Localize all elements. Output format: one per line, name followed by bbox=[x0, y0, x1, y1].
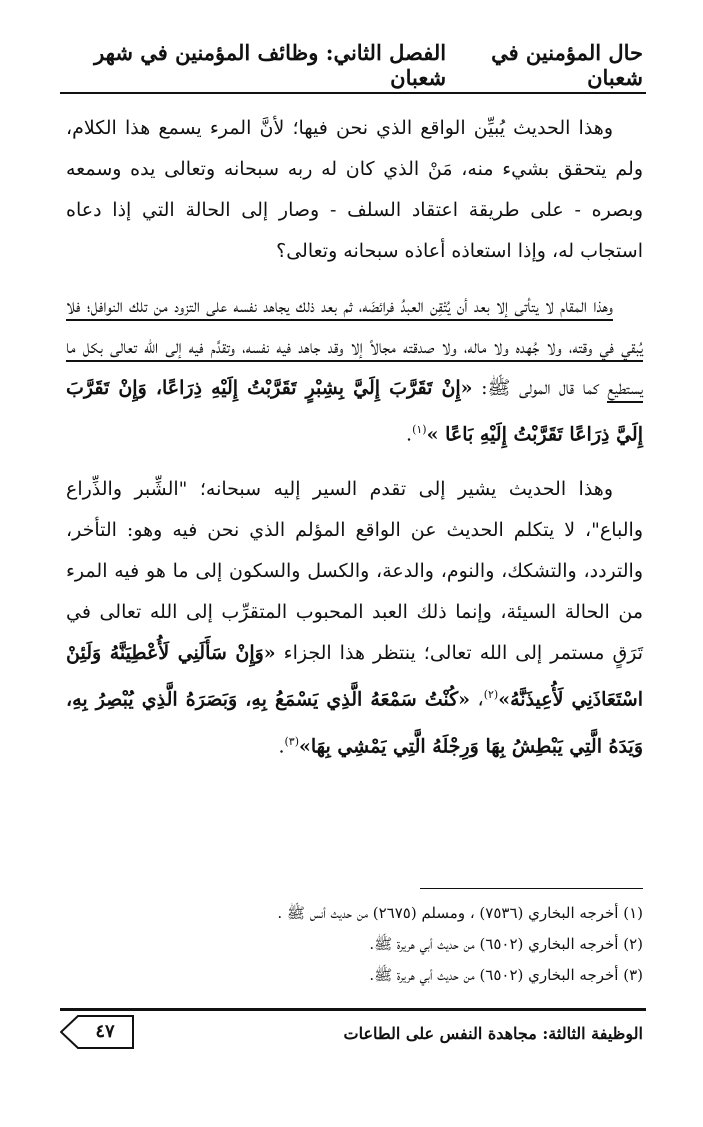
footnote-ref-3[interactable]: (٣) bbox=[284, 734, 300, 748]
footnote-rule bbox=[420, 888, 643, 889]
footnote-ref-1[interactable]: (١) bbox=[412, 423, 427, 436]
hadith-quote-2: «وَإِنْ سَأَلَنِي لَأُعْطِيَنَّهُ وَلَئِنْ اسْتَعَاذَنِي لَأُعِيذَنَّهُ» bbox=[66, 642, 643, 711]
paragraph-1: وهذا الحديث يُبيِّن الواقع الذي نحن فيها؛ لأنَّ المرء يسمع هذا الكلام، ولم يتحقق بشيء منه، مَنْ الذي كان له ربه سبحانه وتعالى يده وسمعه وبصره - على طريقة اعتقاد السلف - وصار إلى الحالة التي إذا دعاه استجاب له، وإذا استعاذه أعاذه سبحانه وتعالى؟ bbox=[66, 117, 643, 262]
footnote-1: (١) أخرجه البخاري (٧٥٣٦) ، ومسلم (٢٦٧٥) من حديث أنس ﷺ . bbox=[277, 904, 643, 922]
body-text bbox=[66, 108, 643, 781]
paragraph-2-continuation: كما قال المولى ﷺ: bbox=[481, 377, 608, 399]
header-book-title: حال المؤمنين في شعبان bbox=[491, 40, 643, 90]
footer-section-title: الوظيفة الثالثة: مجاهدة النفس على الطاعات bbox=[343, 1024, 643, 1043]
footnotes bbox=[66, 898, 643, 991]
running-header bbox=[66, 40, 643, 90]
footer-rule bbox=[60, 1008, 646, 1011]
underlined-passage: وهذا المقام لا يتأتى إلا بعد أن يُتْقِن العبدُ فرائضَه، ثم بعد ذلك يجاهد نفسه على التزود من تلك النوافل؛ فلا يُبقي في وقته، ولا جُهده ولا ماله، ولا صدقته مجالاً إلا وقد جاهد فيه نفسه، وتقدَّم فيه إلى الله تعالى بكل ما يستطيع bbox=[66, 295, 643, 403]
header-rule bbox=[60, 92, 646, 94]
paragraph-3-end: . bbox=[278, 734, 285, 757]
paragraph-3 bbox=[66, 469, 643, 767]
hadith-quote-3: «كُنْتُ سَمْعَهُ الَّذِي يَسْمَعُ بِهِ، وَبَصَرَهُ الَّذِي يُبْصِرُ بِهِ، وَيَدَهُ الَّتِي يَبْطِشُ بِهَا وَرِجْلَهُ الَّتِي يَمْشِي بِهَا» bbox=[66, 688, 643, 757]
footnote-ref-2[interactable]: (٢) bbox=[483, 688, 499, 702]
page-number: ٤٧ bbox=[95, 1021, 115, 1042]
hadith-quote-1: «إِنْ تَقَرَّبَ إِلَيَّ بِشِبْرٍ تَقَرَّبْتُ إِلَيْهِ ذِرَاعًا، وَإِنْ تَقَرَّبَ إِلَيَّ ذِرَاعًا تَقَرَّبْتُ إِلَيْهِ بَاعًا » bbox=[66, 377, 643, 446]
paragraph-3-text: وهذا الحديث يشير إلى تقدم السير إليه سبحانه؛ "الشِّبر والذِّراع والباع"، لا يتكلم الحديث عن الواقع المؤلم الذي نحن فيه وهو: التأخر، والتردد، والتشكك، والنوم، والدعة، والكسل والسكون إلى ما هو فيه المرء من الحالة السيئة، وإنما ذلك العبد المحبوب المتقرِّب إلى الله تعالى في تَرَقٍ مستمر إلى الله تعالى؛ ينتظر هذا الجزاء bbox=[66, 478, 643, 665]
quote-separator: ، bbox=[470, 688, 484, 711]
footnote-2: (٢) أخرجه البخاري (٦٥٠٢) من حديث أبي هريرة ﷺ. bbox=[369, 935, 643, 953]
paragraph-2: وهذا المقام لا يتأتى إلا بعد أن يُتْقِن العبدُ فرائضَه، ثم بعد ذلك يجاهد نفسه على التزود من تلك النوافل؛ فلا يُبقي في وقته، ولا جُهده ولا ماله، ولا صدقته مجالاً إلا وقد جاهد فيه نفسه، وتقدَّم فيه إلى الله تعالى بكل ما يستطيع كما قال المولى ﷺ: «إِنْ تَقَرَّبَ إِلَيَّ بِشِبْرٍ تَقَرَّبْتُ إِلَيْهِ ذِرَاعًا، وَإِنْ تَقَرَّبَ إِلَيَّ ذِرَاعًا تَقَرَّبْتُ إِلَيْهِ بَاعًا »$^{(١)}$. bbox=[66, 295, 643, 446]
footnote-3: (٣) أخرجه البخاري (٦٥٠٢) من حديث أبي هريرة ﷺ. bbox=[369, 966, 643, 984]
header-chapter-title: الفصل الثاني: وظائف المؤمنين في شهر شعبان bbox=[94, 40, 447, 90]
page-number-box bbox=[60, 1015, 134, 1049]
